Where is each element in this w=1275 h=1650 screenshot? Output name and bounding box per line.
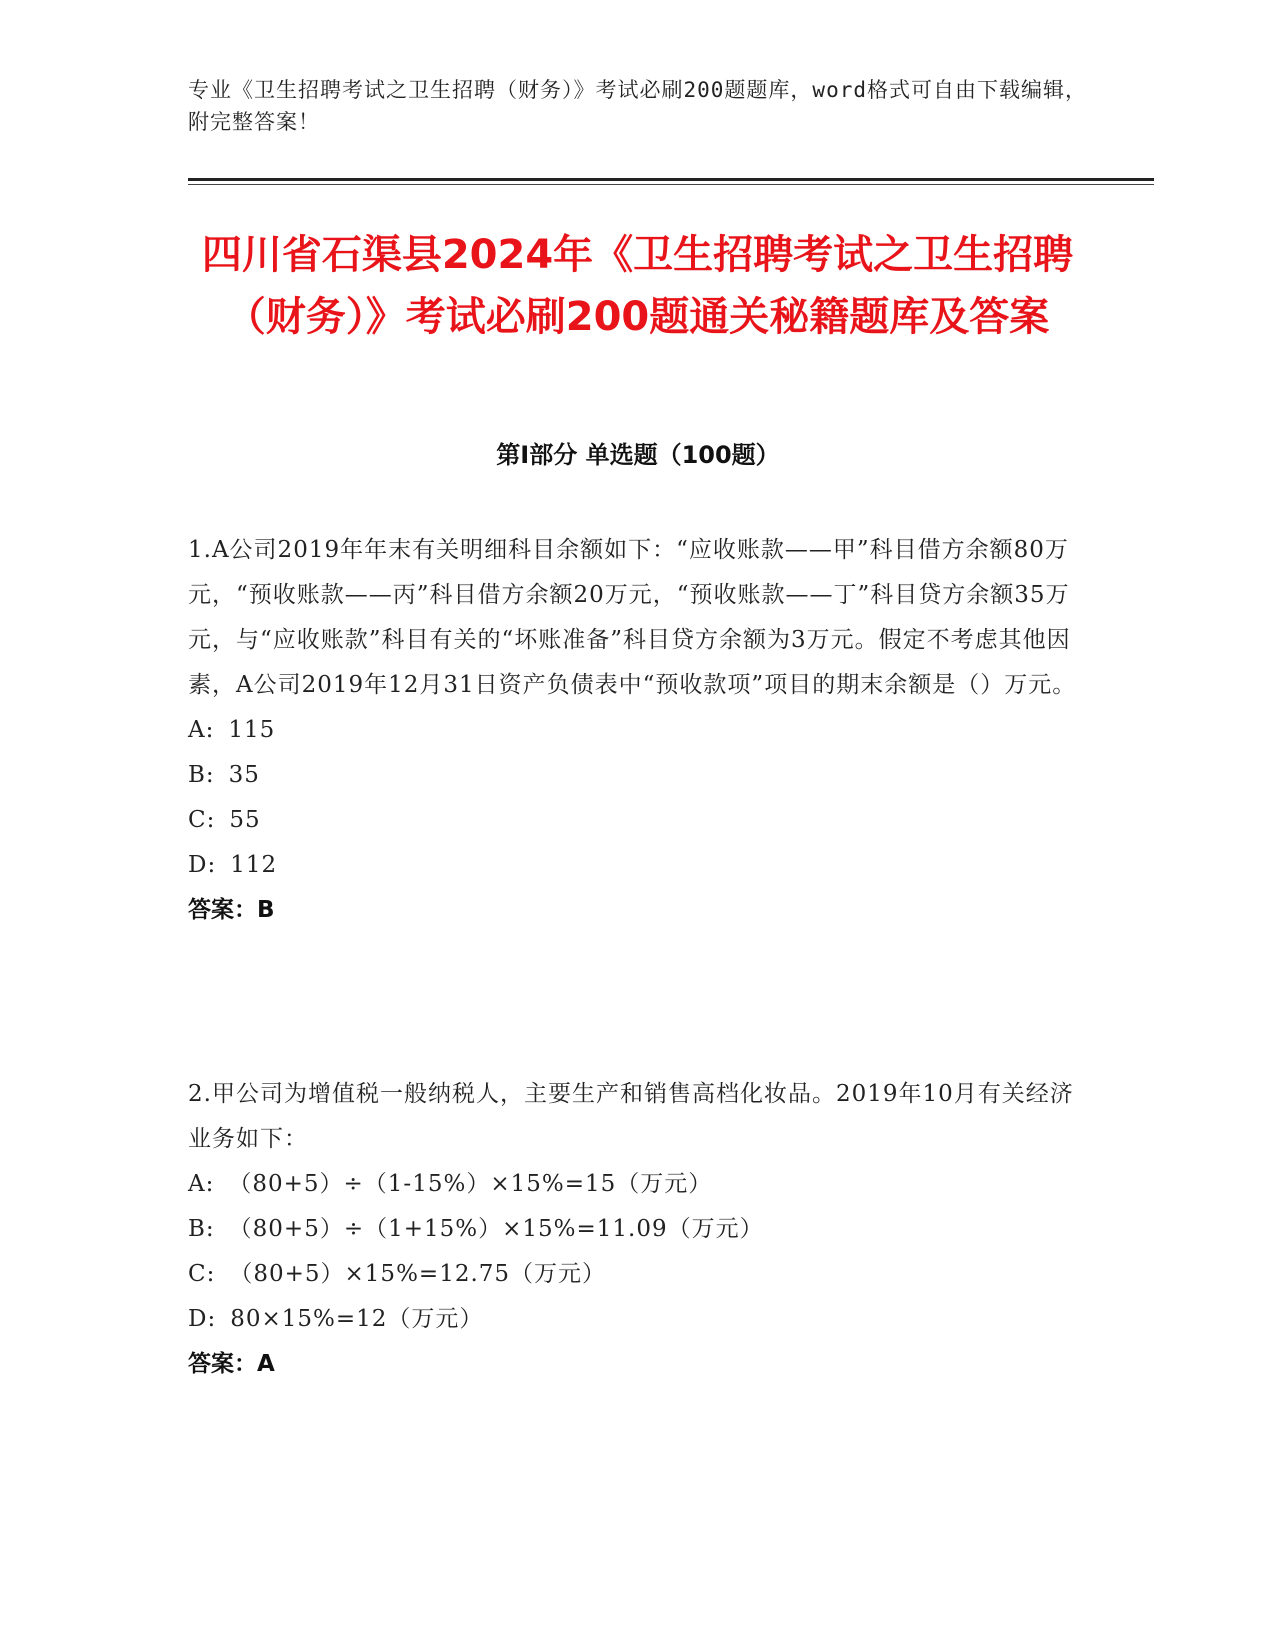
option-letter: C:	[188, 807, 216, 833]
option-letter: A:	[188, 717, 215, 743]
header-note: 专业《卫生招聘考试之卫生招聘（财务）》考试必刷200题题库，word格式可自由下载编辑，附完整答案！	[188, 78, 1087, 134]
option-c	[188, 798, 1088, 843]
option-letter: B:	[188, 762, 215, 788]
header-divider-thick	[188, 178, 1154, 181]
question-stem: 1.A公司2019年年末有关明细科目余额如下：“应收账款——甲”科目借方余额80万元，“预收账款——丙”科目借方余额20万元，“预收账款——丁”科目贷方余额35万元，与“应收账款”科目有关的“坏账准备”科目贷方余额为3万元。假定不考虑其他因素，A公司2019年12月31日资产负债表中“预收款项”项目的期末余额是（）万元。	[188, 537, 1077, 698]
option-letter: B:	[188, 1216, 215, 1242]
option-d	[188, 1297, 1088, 1342]
option-letter: A:	[188, 1171, 215, 1197]
answer-line: 答案：B	[188, 897, 275, 923]
option-text: 112	[230, 852, 278, 878]
option-letter: D:	[188, 852, 217, 878]
option-a	[188, 1162, 1088, 1207]
question-2	[188, 1072, 1088, 1387]
option-text: （80+5）×15%=12.75（万元）	[229, 1261, 607, 1287]
option-text: 80×15%=12（万元）	[230, 1306, 484, 1332]
header-divider-thin	[188, 184, 1154, 185]
option-text: （80+5）÷（1-15%）×15%=15（万元）	[228, 1171, 713, 1197]
question-1	[188, 528, 1088, 933]
option-b	[188, 1207, 1088, 1252]
answer-line: 答案：A	[188, 1351, 275, 1377]
option-text: 35	[228, 762, 260, 788]
option-letter: D:	[188, 1306, 217, 1332]
option-text: 55	[229, 807, 261, 833]
option-letter: C:	[188, 1261, 216, 1287]
option-text: 115	[228, 717, 276, 743]
document-title: 四川省石渠县2024年《卫生招聘考试之卫生招聘（财务）》考试必刷200题通关秘籍题库及答案	[201, 232, 1074, 340]
option-d	[188, 843, 1088, 888]
option-a	[188, 708, 1088, 753]
option-b	[188, 753, 1088, 798]
section-heading: 第I部分 单选题（100题）	[496, 441, 780, 469]
option-text: （80+5）÷（1+15%）×15%=11.09（万元）	[228, 1216, 764, 1242]
option-c	[188, 1252, 1088, 1297]
question-stem: 2.甲公司为增值税一般纳税人，主要生产和销售高档化妆品。2019年10月有关经济业务如下：	[188, 1081, 1074, 1152]
